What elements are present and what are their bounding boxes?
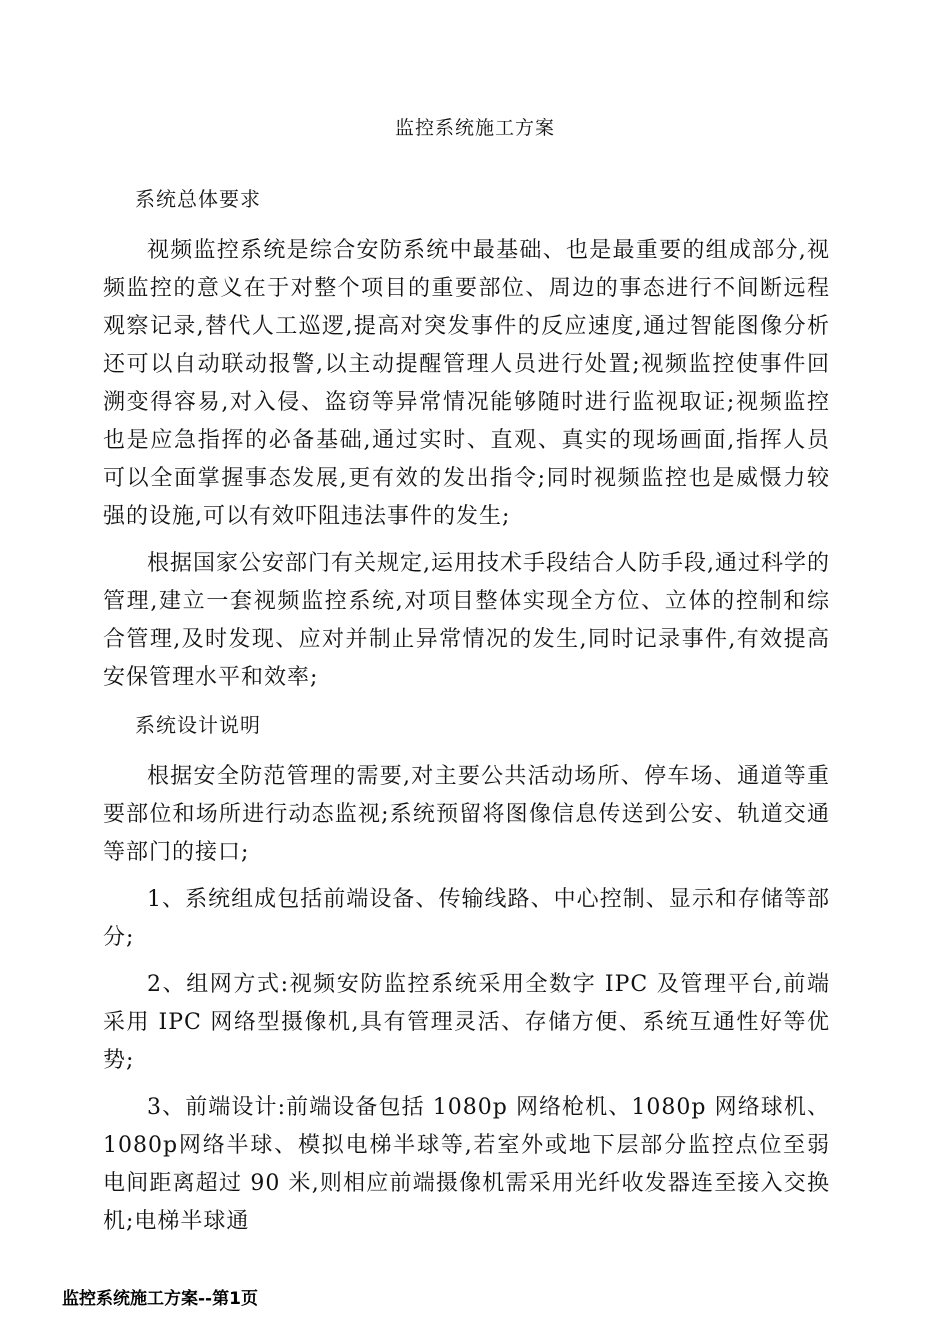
document-body bbox=[103, 180, 830, 1241]
section-heading-overall-requirements: 系统总体要求 bbox=[135, 187, 261, 211]
section-heading-design-description: 系统设计说明 bbox=[135, 713, 261, 737]
list-item: 3、前端设计:前端设备包括 1080p 网络枪机、1080p 网络球机、1080p网络半球、模拟电梯半球等,若室外或地下层部分监控点位至弱电间距离超过 90 米,则相应前端摄像机需采用光纤收发器连至接入交换机;电梯半球通 bbox=[103, 1095, 830, 1234]
paragraph: 视频监控系统是综合安防系统中最基础、也是最重要的组成部分,视频监控的意义在于对整个项目的重要部位、周边的事态进行不间断远程观察记录,替代人工巡逻,提高对突发事件的反应速度,通过智能图像分析还可以自动联动报警,以主动提醒管理人员进行处置;视频监控使事件回溯变得容易,对入侵、盗窃等异常情况能够随时进行监视取证;视频监控也是应急指挥的必备基础,通过实时、直观、真实的现场画面,指挥人员可以全面掌握事态发展,更有效的发出指令;同时视频监控也是威慑力较强的设施,可以有效吓阻违法事件的发生; bbox=[103, 238, 830, 529]
page-footer: 监控系统施工方案--第1页 bbox=[62, 1289, 258, 1309]
list-item: 1、系统组成包括前端设备、传输线路、中心控制、显示和存储等部分; bbox=[103, 887, 830, 950]
list-item: 2、组网方式:视频安防监控系统采用全数字 IPC 及管理平台,前端采用 IPC 网络型摄像机,具有管理灵活、存储方便、系统互通性好等优势; bbox=[103, 972, 830, 1073]
paragraph: 根据安全防范管理的需要,对主要公共活动场所、停车场、通道等重要部位和场所进行动态监视;系统预留将图像信息传送到公安、轨道交通等部门的接口; bbox=[103, 764, 830, 865]
paragraph: 根据国家公安部门有关规定,运用技术手段结合人防手段,通过科学的管理,建立一套视频监控系统,对项目整体实现全方位、立体的控制和综合管理,及时发现、应对并制止异常情况的发生,同时记录事件,有效提高安保管理水平和效率; bbox=[103, 551, 830, 690]
page-title: 监控系统施工方案 bbox=[394, 117, 555, 139]
